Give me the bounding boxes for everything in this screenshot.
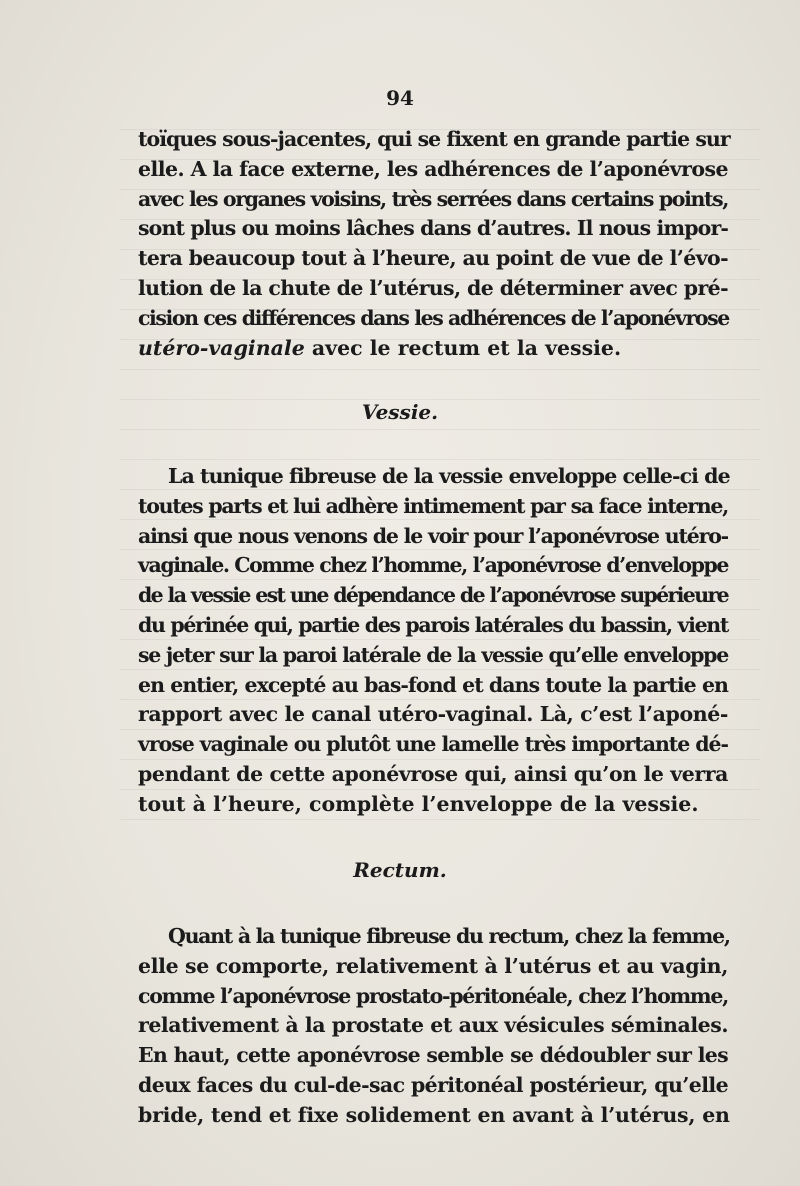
text-line: cision ces différences dans les adhérences de l’aponévrose bbox=[138, 305, 729, 330]
text-line: avec les organes voisins, très serrées dans certains points, bbox=[138, 186, 728, 211]
text-line: bride, tend et fixe solidement en avant à l’utérus, en bbox=[138, 1102, 730, 1127]
text-line: toutes parts et lui adhère intimement par sa face interne, bbox=[138, 493, 728, 518]
text-line: deux faces du cul-de-sac péritonéal postérieur, qu’elle bbox=[138, 1072, 728, 1097]
text-line: En haut, cette aponévrose semble se dédoubler sur les bbox=[138, 1043, 728, 1068]
section-heading-rectum: Rectum. bbox=[353, 858, 447, 882]
section-heading-vessie: Vessie. bbox=[361, 400, 439, 424]
paragraph-rectum bbox=[138, 922, 728, 1131]
text-line: toïques sous-jacentes, qui se fixent en grande partie sur bbox=[138, 127, 730, 151]
text-line: rapport avec le canal utéro-vaginal. Là, c’est l’aponé- bbox=[138, 702, 728, 727]
text-line: vaginale. Comme chez l’homme, l’aponévrose d’enveloppe bbox=[138, 553, 728, 578]
text-line: La tunique fibreuse de la vessie enveloppe celle-ci de bbox=[168, 464, 730, 488]
text-line: relativement à la prostate et aux vésicules séminales. bbox=[138, 1013, 728, 1038]
text-fragment: avec le rectum et la vessie. bbox=[304, 335, 622, 360]
text-line: lution de la chute de l’utérus, de déterminer avec pré- bbox=[138, 275, 728, 300]
text-line: se jeter sur la paroi latérale de la vessie qu’elle enveloppe bbox=[138, 642, 728, 667]
text-line: Quant à la tunique fibreuse du rectum, chez la femme, bbox=[168, 924, 730, 948]
text-line: en entier, excepté au bas-fond et dans toute la partie en bbox=[138, 672, 728, 697]
paragraph-vessie bbox=[138, 462, 728, 820]
text-line: tout à l’heure, complète l’enveloppe de la vessie. bbox=[138, 791, 699, 816]
text-line: du périnée qui, partie des parois latérales du bassin, vient bbox=[138, 612, 728, 637]
text-line: elle se comporte, relativement à l’utérus et au vagin, bbox=[138, 953, 728, 978]
text-line: ainsi que nous venons de le voir pour l’aponévrose utéro- bbox=[138, 523, 728, 548]
text-line bbox=[138, 334, 728, 364]
italic-term: utéro-vaginale bbox=[138, 335, 305, 360]
paragraph-continuation bbox=[138, 125, 728, 363]
page-number: 94 bbox=[386, 86, 414, 110]
text-line: de la vessie est une dépendance de l’aponévrose supérieure bbox=[138, 583, 728, 608]
text-line: elle. A la face externe, les adhérences de l’aponévrose bbox=[138, 156, 728, 181]
text-line: sont plus ou moins lâches dans d’autres. Il nous impor- bbox=[138, 216, 728, 241]
text-line: tera beaucoup tout à l’heure, au point de vue de l’évo- bbox=[138, 246, 728, 271]
text-line: vrose vaginale ou plutôt une lamelle très importante dé- bbox=[138, 732, 728, 757]
text-line: comme l’aponévrose prostato-péritonéale, chez l’homme, bbox=[138, 983, 728, 1008]
text-line: pendant de cette aponévrose qui, ainsi qu’on le verra bbox=[138, 761, 728, 786]
